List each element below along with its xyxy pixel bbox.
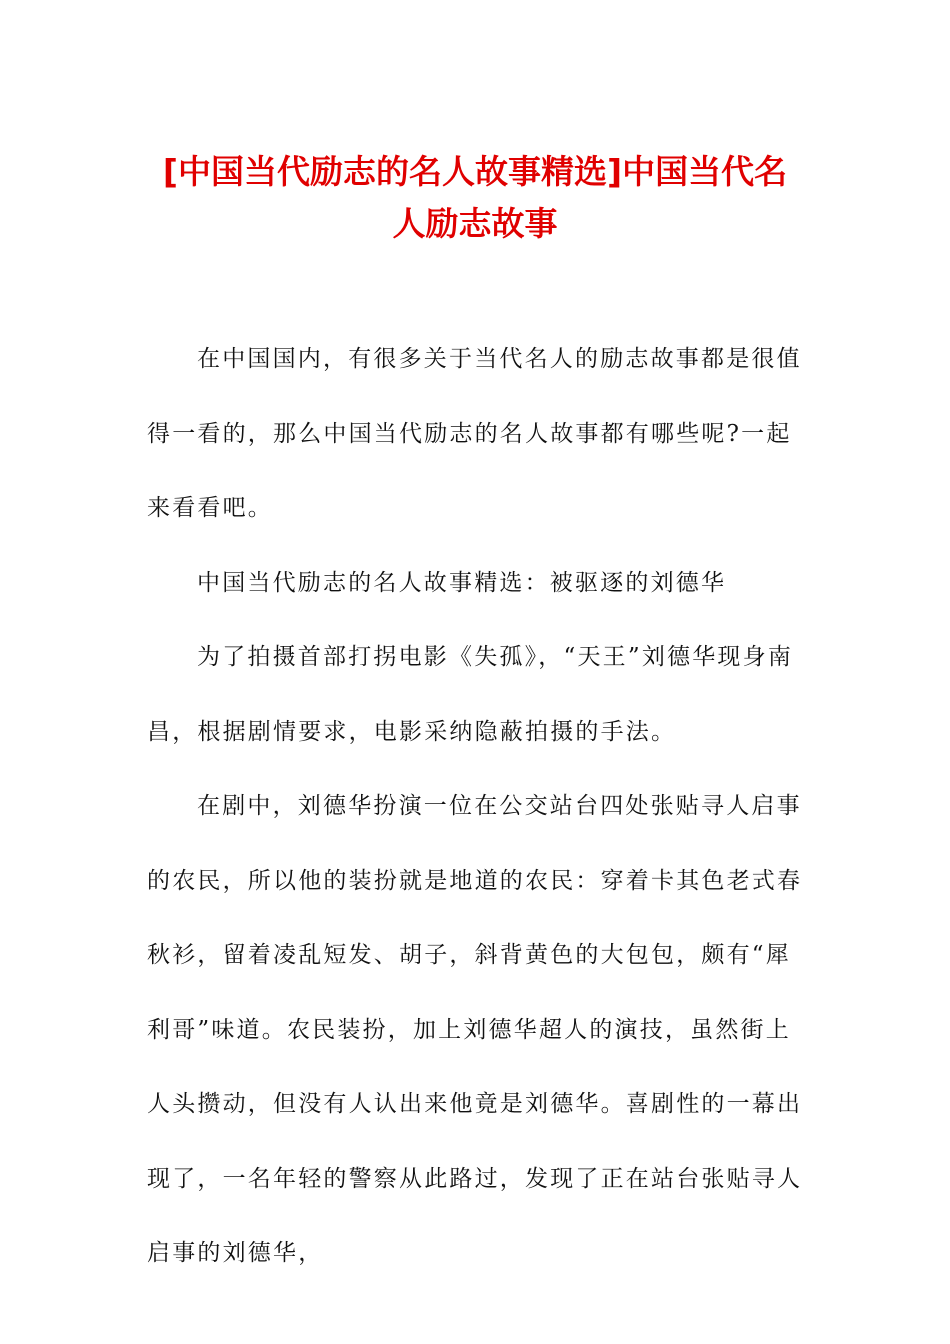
paragraph: 中国当代励志的名人故事精选：被驱逐的刘德华 [197, 569, 727, 596]
document-body [147, 322, 803, 1291]
title-line-2: 人励志故事 [392, 204, 558, 243]
paragraph: 为了拍摄首部打拐电影《失孤》，“天王”刘德华现身南昌，根据剧情要求，电影采纳隐蔽拍摄的手法。 [147, 644, 794, 745]
paragraph: 在剧中，刘德华扮演一位在公交站台四处张贴寻人启事的农民，所以他的装扮就是地道的农民：穿着卡其色老式春秋衫，留着凌乱短发、胡子，斜背黄色的大包包，颇有“犀利哥”味道。农民装扮，加上刘德华超人的演技，虽然街上人头攒动，但没有人认出来他竟是刘德华。喜剧性的一幕出现了，一名年轻的警察从此路过，发现了正在站台张贴寻人启事的刘德华， [147, 793, 803, 1266]
paragraph: 在中国国内，有很多关于当代名人的励志故事都是很值得一看的，那么中国当代励志的名人故事都有哪些呢?一起来看看吧。 [147, 346, 802, 521]
document-title [140, 146, 810, 250]
title-line-1: [中国当代励志的名人故事精选]中国当代名 [162, 152, 788, 191]
